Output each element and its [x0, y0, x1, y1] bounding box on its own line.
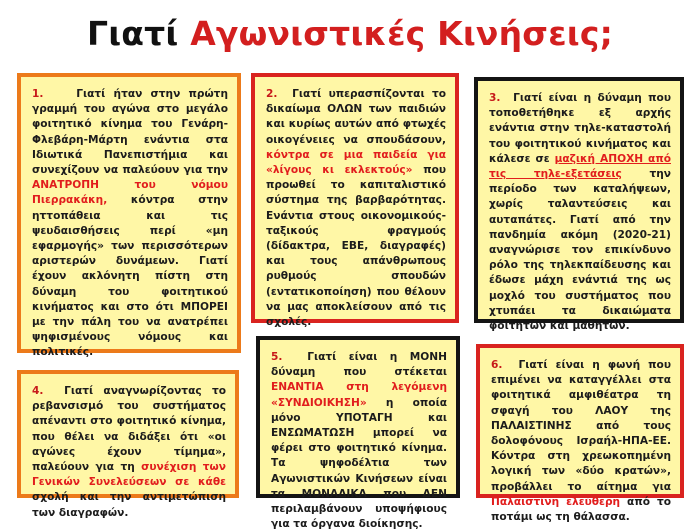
reason-body: κόντρα στην ηττοπάθεια και τις ψευδαισθήσεις περί «μη εφαρμογής» των περισσότερων αριστερών δυνάμεων. Γιατί έχουν ακλόνητη πίστη στη δύναμη του φοιτητικού κινήματος και στο ότι ΜΠΟΡΕΙ με την πάλη του να ανατρέπει ψηφισμένους νόμους και πολιτικές.: [32, 194, 228, 359]
reason-number: 3.: [489, 92, 501, 104]
reason-box-6: [476, 344, 684, 524]
reason-box-2: [251, 73, 459, 329]
reason-highlight: ΕΝΑΝΤΙΑ στη λεγόμενη «ΣΥΝΔΙΟΙΚΗΣΗ»: [271, 381, 447, 409]
reason-highlight: ΑΝΑΤΡΟΠΗ του νόμου Πιερρακάκη,: [32, 179, 228, 207]
reason-box-1: [17, 73, 241, 359]
title-part-black: Γιατί: [87, 14, 179, 53]
reason-body: την περίοδο των καταλήψεων, χωρίς ταλαντεύσεις και αυταπάτες. Γιατί από την πανδημία ακόμη (2020-21) αναγνώρισε τον επικίνδυνο ρόλο της τηλεκπαίδευσης και έδωσε μάχη ενάντιά της ως μοχλό του συστήματος που χτυπάει τα δικαιώματα φοιτητών και μαθητών.: [489, 168, 671, 333]
reason-number: 4.: [32, 385, 44, 397]
reason-body: Γιατί υπερασπίζονται το δικαίωμα ΟΛΩΝ των παιδιών και κυρίως αυτών από φτωχές οικογένειες να σπουδάσουν,: [266, 88, 446, 146]
reason-text-3: [489, 91, 671, 334]
reason-text-6: [491, 358, 671, 525]
reason-body: σχολή και την αντιμετώπιση των διαγραφών.: [32, 491, 226, 519]
reason-body: η οποία μόνο ΥΠΟΤΑΓΗ και ΕΝΣΩΜΑΤΩΣΗ μπορεί να φέρει στο φοιτητικό κίνημα. Τα ψηφοδέλτια των Αγωνιστικών Κινήσεων είναι τα ΜΟΝΑΔΙΚΑ που ΔΕΝ περιλαμβάνουν υποψήφιους για τα όργανα διοίκησης.: [271, 396, 447, 531]
reason-highlight: κόντρα σε μια παιδεία για «λίγους κι εκλεκτούς»: [266, 148, 446, 177]
reason-body: Γιατί ήταν στην πρώτη γραμμή του αγώνα στο μεγάλο φοιτητικό κίνημα του Γενάρη-Φλεβάρη-Μάρτη ενάντια στα Ιδιωτικά Πανεπιστήμια και συνεχίζουν να παλεύουν για την: [32, 88, 228, 177]
reason-text-1: [32, 87, 228, 361]
reason-highlight: συνέχιση των Γενικών Συνελεύσεων σε κάθε: [32, 461, 226, 489]
reason-box-4: [17, 370, 239, 519]
page-title: [0, 14, 700, 54]
reason-body: Γιατί είναι η φωνή που επιμένει να καταγγέλλει στα φοιτητικά αμφιθέατρα τη σφαγή του ΛΑΟΥ της ΠΑΛΑΙΣΤΙΝΗΣ από τους δολοφόνους Ισραήλ-ΗΠΑ-ΕΕ. Κόντρα στη χρεωκοπημένη λογική των «δύο κρατών», προβάλλει το αίτημα για: [491, 359, 671, 493]
reason-box-3: [474, 77, 684, 333]
reason-text-2: [266, 87, 446, 330]
reason-box-5: [256, 336, 460, 531]
title-part-red: Αγωνιστικές Κινήσεις;: [190, 14, 613, 53]
reason-number: 1.: [32, 88, 44, 100]
reason-text-4: [32, 384, 226, 521]
reason-number: 6.: [491, 359, 503, 371]
reason-body: που προωθεί το καπιταλιστικό σύστημα της βαρβαρότητας. Ενάντια στους οικονομικούς-ταξικούς φραγμούς (δίδακτρα, ΕΒΕ, διαγραφές) και τους απάνθρωπους ρυθμούς σπουδών (εντατικοποίηση) που θέλουν να μας αποκλείσουν από τις σχολές.: [266, 164, 446, 329]
reason-number: 5.: [271, 351, 283, 363]
reason-number: 2.: [266, 88, 278, 100]
reason-body: Γιατί είναι η ΜΟΝΗ δύναμη που στέκεται: [271, 351, 447, 379]
reason-highlight: μαζική ΑΠΟΧΗ από τις τηλε-εξετάσεις: [489, 152, 671, 181]
reason-body: Γιατί αναγνωρίζοντας το ρεβανσισμό του συστήματος απέναντι στο φοιτητικό κίνημα, που θέλει να διδάξει ότι «οι αγώνες έχουν τίμημα», παλεύουν για τη: [32, 385, 226, 474]
reason-text-5: [271, 350, 447, 532]
reason-body: Γιατί είναι η δύναμη που τοποθετήθηκε εξ αρχής ενάντια στην τηλε-καταστολή του φοιτητικού κινήματος και κάλεσε σε: [489, 92, 671, 165]
reason-body: από το ποτάμι ως τη θάλασσα.: [491, 495, 671, 524]
reason-highlight: Παλαιστίνη ελεύθερη: [491, 495, 621, 508]
